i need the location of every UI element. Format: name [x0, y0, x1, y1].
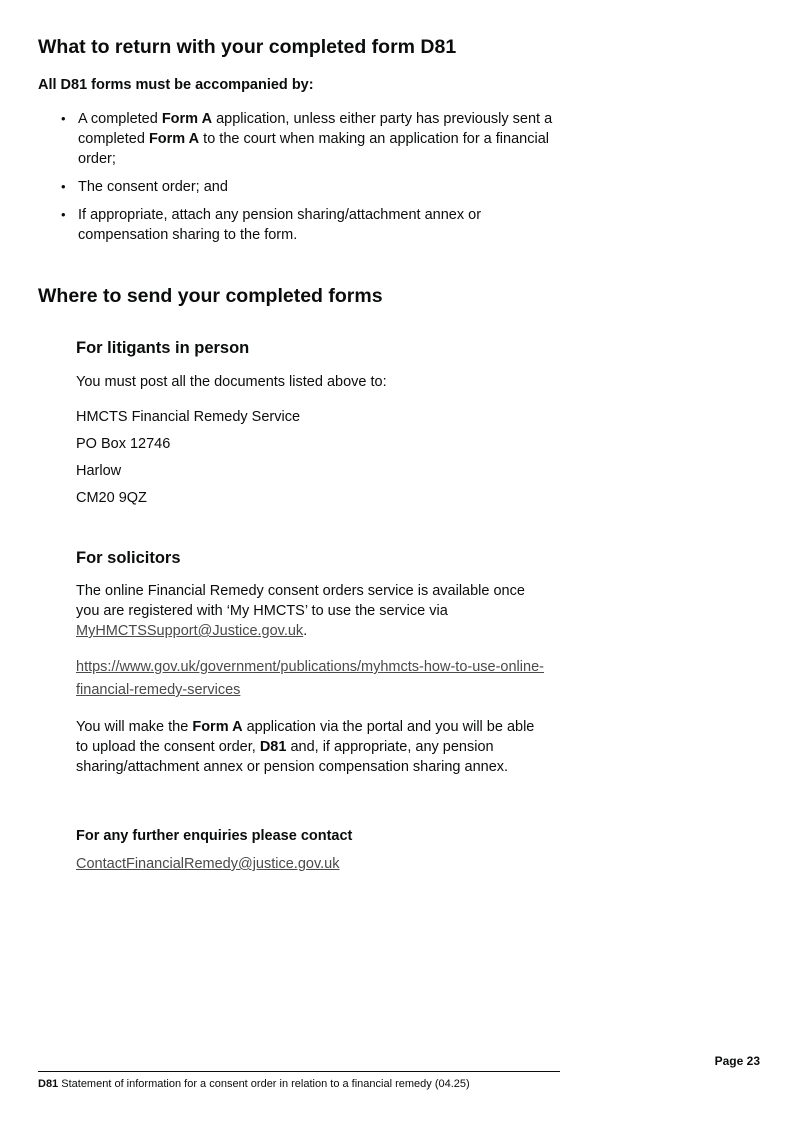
page-footer	[38, 1054, 760, 1091]
address-line: Harlow	[76, 463, 122, 479]
list-item	[60, 109, 570, 169]
myhmcts-support-email-link[interactable]: MyHMCTSSupport@Justice.gov.uk	[76, 623, 304, 639]
enquiries-email-paragraph	[76, 854, 760, 874]
footer-divider	[38, 1071, 560, 1072]
accompanied-by-intro: All D81 forms must be accompanied by:	[38, 77, 314, 93]
solicitors-paragraph-2: You will make the Form A application via the portal and you will be able to upload the consent order, D81 and, if appropriate, any pension sharing/attachment annex or pension compensation sharing annex.	[76, 719, 535, 775]
gov-uk-guidance-link[interactable]: https://www.gov.uk/government/publications/myhmcts-how-to-use-online-financial-remedy-services	[76, 659, 544, 698]
solicitors-paragraph-1: The online Financial Remedy consent orders service is available once you are registered with ‘My HMCTS’ to use the service via MyHMCTSSupport@Justice.gov.uk.	[76, 583, 525, 639]
subheading-litigants-in-person: For litigants in person	[76, 339, 250, 357]
bold-text: D81	[259, 739, 287, 755]
form-title-text: Statement of information for a consent order in relation to a financial remedy (04.25)	[61, 1078, 470, 1090]
bullet-text: If appropriate, attach any pension sharing/attachment annex or compensation sharing to the form.	[78, 207, 482, 243]
form-code: D81	[38, 1078, 59, 1090]
contact-financial-remedy-email-link[interactable]: ContactFinancialRemedy@justice.gov.uk	[76, 856, 340, 872]
list-item	[60, 205, 570, 245]
bold-text: Form A	[148, 131, 200, 147]
list-item	[60, 177, 570, 197]
heading-what-to-return: What to return with your completed form D81	[38, 36, 457, 58]
enquiries-heading: For any further enquiries please contact	[76, 828, 353, 844]
bullet-text: The consent order; and	[78, 179, 228, 195]
solicitors-url-paragraph	[76, 656, 760, 702]
footer-form-title	[38, 1078, 760, 1091]
address-line: CM20 9QZ	[76, 490, 147, 506]
address-line: HMCTS Financial Remedy Service	[76, 409, 301, 425]
bold-text: Form A	[161, 111, 213, 127]
page-number: Page 23	[714, 1054, 760, 1068]
subheading-for-solicitors: For solicitors	[76, 549, 181, 567]
send-section-body	[76, 338, 760, 874]
accompanied-by-list	[60, 109, 760, 245]
bold-text: Form A	[192, 719, 243, 735]
address-line: PO Box 12746	[76, 436, 171, 452]
litigants-intro: You must post all the documents listed above to:	[76, 374, 387, 390]
heading-where-to-send: Where to send your completed forms	[38, 285, 383, 307]
bullet-text: A completed Form A application, unless either party has previously sent a completed Form A to the court when making an application for a financial order;	[78, 111, 553, 167]
